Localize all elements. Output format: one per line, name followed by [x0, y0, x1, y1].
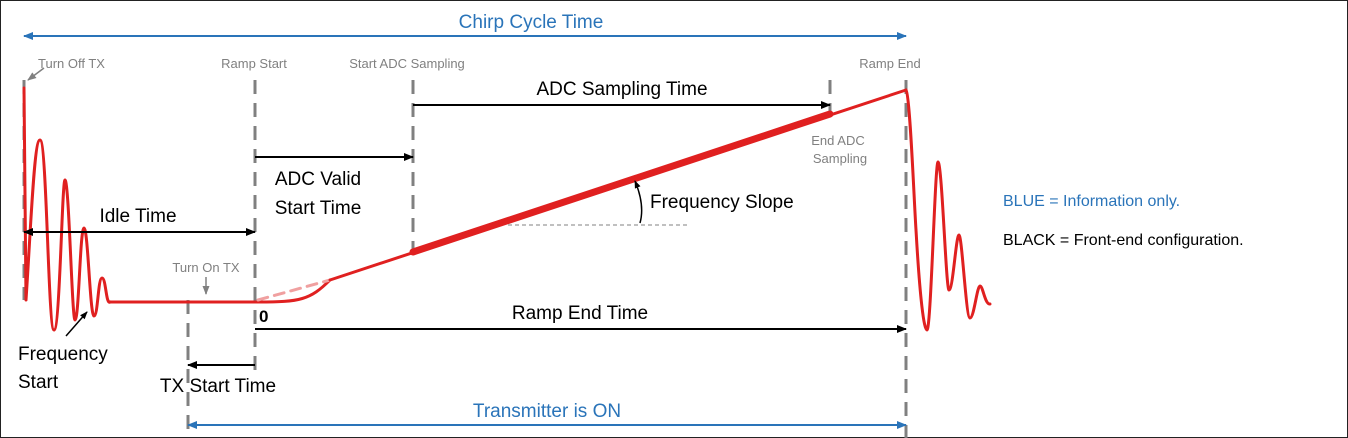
settling-oscillation — [24, 88, 110, 330]
zero-label: 0 — [259, 307, 269, 326]
adc-sampling-time-label: ADC Sampling Time — [536, 79, 708, 100]
start-adc-sampling-label: Start ADC Sampling — [349, 56, 465, 71]
adc-valid-label-line1: ADC Valid — [274, 169, 362, 190]
ramp-end-label: Ramp End — [859, 56, 921, 71]
frequency-start-label-line2: Start — [18, 372, 59, 393]
adc-sampling-segment — [413, 114, 830, 252]
frequency-slope-label: Frequency Slope — [650, 192, 794, 213]
turn-on-tx-label: Turn On TX — [172, 260, 240, 275]
slope-angle-arc — [635, 181, 642, 223]
chirp-cycle-time-label: Chirp Cycle Time — [458, 12, 604, 33]
legend-black: BLACK = Front-end configuration. — [1003, 232, 1244, 249]
ramp-start-label: Ramp Start — [221, 56, 287, 71]
tx-start-time-label: TX Start Time — [159, 376, 277, 397]
end-adc-label-line1: End ADC — [811, 133, 865, 148]
adc-valid-label-line2: Start Time — [274, 198, 362, 219]
idle-time-label: Idle Time — [99, 206, 177, 227]
transmitter-on-label: Transmitter is ON — [472, 401, 622, 422]
ramp-end-time-label: Ramp End Time — [511, 303, 649, 324]
diagram-frame — [1, 1, 1348, 438]
frequency-start-label-line1: Frequency — [18, 344, 108, 365]
turn-off-tx-label: Turn Off TX — [38, 56, 105, 71]
ramp-end-oscillation — [906, 90, 990, 330]
legend-blue: BLUE = Information only. — [1003, 193, 1181, 210]
end-adc-label-line2: Sampling — [812, 151, 868, 166]
